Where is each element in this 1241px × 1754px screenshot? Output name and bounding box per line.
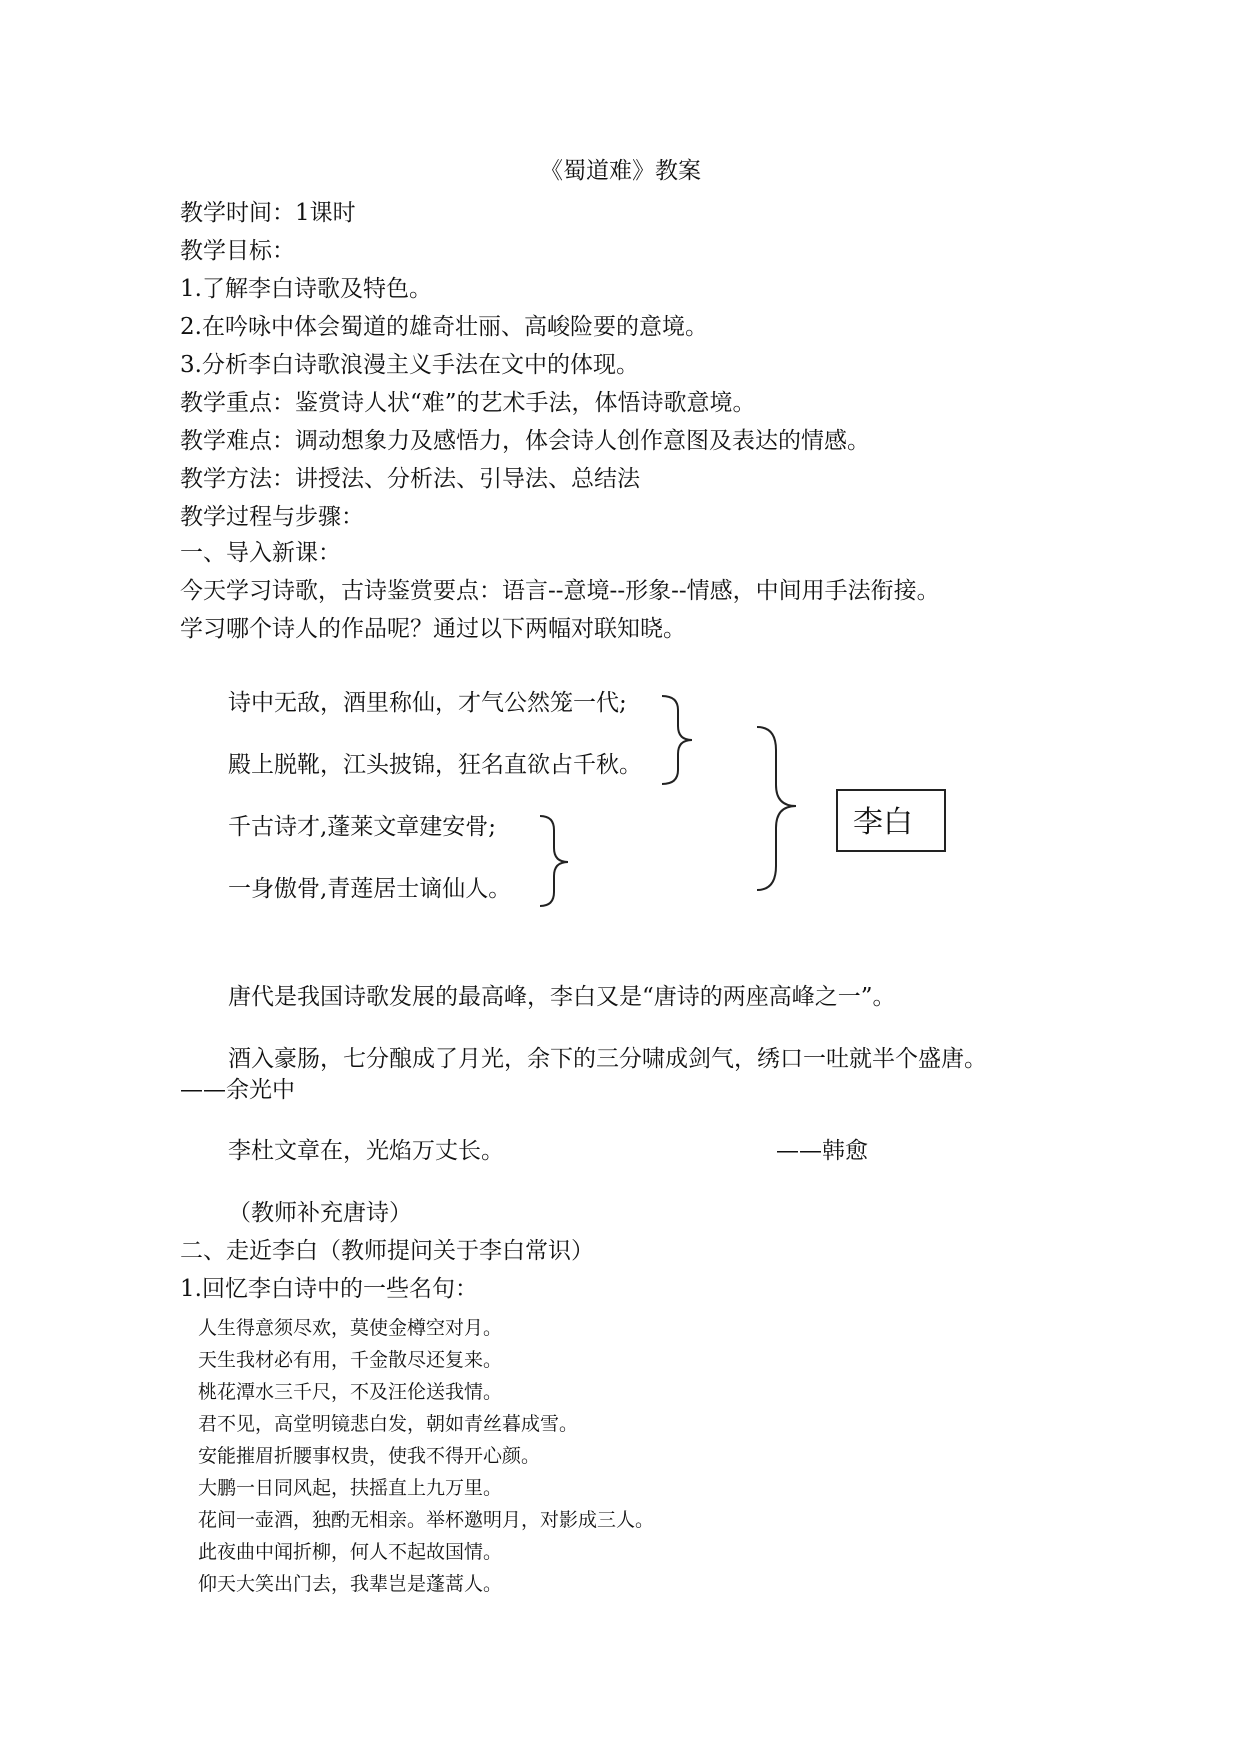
famous-line: 安能摧眉折腰事权贵，使我不得开心颜。 (198, 1445, 541, 1467)
objective-item: 1.了解李白诗歌及特色。 (180, 276, 432, 302)
section1-intro: 学习哪个诗人的作品呢？通过以下两幅对联知晓。 (180, 616, 686, 642)
famous-line: 天生我材必有用，千金散尽还复来。 (198, 1349, 503, 1371)
quote-han-author: ——韩愈 (776, 1138, 868, 1164)
section1-heading: 一、导入新课： (180, 540, 341, 566)
famous-line: 仰天大笑出门去，我辈岂是蓬蒿人。 (198, 1573, 503, 1595)
objective-item: 2.在吟咏中体会蜀道的雄奇壮丽、高峻险要的意境。 (180, 314, 708, 340)
teaching-time: 教学时间：1课时 (180, 200, 356, 226)
key-point: 教学重点：鉴赏诗人状“难”的艺术手法，体悟诗歌意境。 (180, 390, 756, 416)
process-heading: 教学过程与步骤： (180, 504, 364, 530)
section2-heading: 二、走近李白（教师提问关于李白常识） (180, 1238, 594, 1264)
document-title: 《蜀道难》教案 (540, 158, 701, 184)
famous-line: 人生得意须尽欢，莫使金樽空对月。 (198, 1317, 503, 1339)
objective-item: 3.分析李白诗歌浪漫主义手法在文中的体现。 (180, 352, 639, 378)
methods: 教学方法：讲授法、分析法、引导法、总结法 (180, 466, 640, 492)
brace-couplet-2 (540, 816, 568, 906)
brace-large (757, 727, 796, 890)
quote-yu-author: ——余光中 (180, 1077, 295, 1103)
couplet-line: 千古诗才,蓬莱文章建安骨; (228, 814, 497, 840)
couplet-line: 一身傲骨,青莲居士谪仙人。 (228, 876, 512, 902)
famous-line: 花间一壶酒，独酌无相亲。举杯邀明月，对影成三人。 (198, 1509, 655, 1531)
couplet-line: 诗中无敌，酒里称仙，才气公然笼一代; (228, 690, 627, 716)
objectives-heading: 教学目标： (180, 238, 295, 264)
famous-line: 君不见，高堂明镜悲白发，朝如青丝暮成雪。 (198, 1413, 579, 1435)
section2-sub1: 1.回忆李白诗中的一些名句： (180, 1276, 478, 1302)
famous-line: 桃花潭水三千尺，不及汪伦送我情。 (198, 1381, 503, 1403)
couplet-line: 殿上脱靴，江头披锦，狂名直欲占千秋。 (228, 752, 642, 778)
famous-line: 大鹏一日同风起，扶摇直上九万里。 (198, 1477, 503, 1499)
difficulty: 教学难点：调动想象力及感悟力，体会诗人创作意图及表达的情感。 (180, 428, 870, 454)
quote-yu: 酒入豪肠，七分酿成了月光，余下的三分啸成剑气，绣口一吐就半个盛唐。 (228, 1046, 987, 1072)
quote-han: 李杜文章在，光焰万丈长。 (228, 1138, 504, 1164)
famous-line: 此夜曲中闻折柳，何人不起故国情。 (198, 1541, 503, 1563)
quote-tang: 唐代是我国诗歌发展的最高峰，李白又是“唐诗的两座高峰之一”。 (228, 984, 896, 1010)
teacher-note: （教师补充唐诗） (228, 1200, 412, 1226)
brace-couplet-1 (662, 696, 692, 784)
section1-intro: 今天学习诗歌，古诗鉴赏要点：语言--意境--形象--情感，中间用手法衔接。 (180, 578, 940, 604)
answer-box: 李白 (836, 789, 946, 852)
